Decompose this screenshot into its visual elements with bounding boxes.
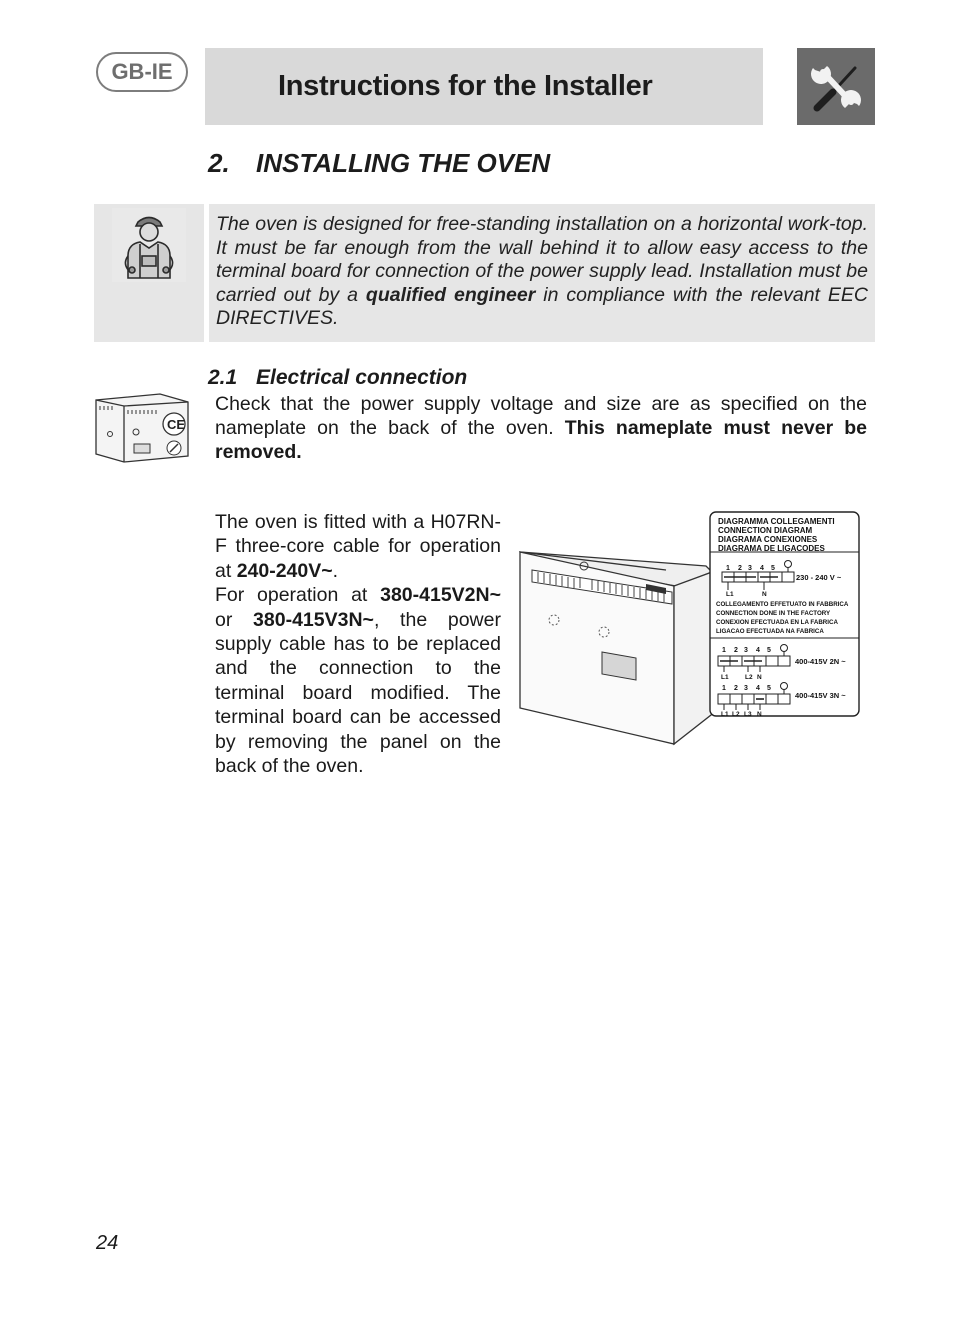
voltage-3n: 400-415V 3N ~ (795, 691, 846, 700)
terminal-number: 2 (734, 685, 738, 692)
page-number: 24 (96, 1232, 119, 1254)
subsection-title: Electrical connection (256, 366, 468, 389)
intro-text-part: The oven is designed for free-standing installation on a horizontal work-top. It must be far enough from the wall behind it to allow easy access to the terminal board for connection of the power supply lead. Installation must be carried out by a (216, 213, 868, 306)
terminal-number: 4 (756, 685, 760, 692)
wrench-screwdriver-icon (797, 48, 875, 125)
line-label: L2 (745, 674, 753, 681)
factory-note: LIGACAO EFECTUADA NA FABRICA (716, 628, 824, 635)
factory-note: CONEXION EFECTUADA EN LA FABRICA (716, 619, 838, 626)
paragraph-text: For operation at (215, 584, 381, 607)
intro-text-part: in compliance with the relevant EEC DIRECTIVES. (216, 283, 868, 330)
diagram-title-line: DIAGRAMA DE LIGACODES (718, 544, 825, 553)
paragraph-text: Check that the power supply voltage and size are as specified on the nameplate on the back of the oven. (215, 393, 867, 439)
diagram-title-line: DIAGRAMMA COLLEGAMENTI (718, 517, 835, 526)
line-label: L1 (726, 591, 734, 598)
line-label: N (757, 711, 762, 718)
paragraph-text: . (332, 559, 339, 582)
terminal-number: 2 (738, 565, 742, 572)
intro-paragraph (216, 213, 868, 331)
line-label: L3 (744, 711, 752, 718)
terminal-number: 5 (771, 565, 775, 572)
diagram-title-line: CONNECTION DIAGRAM (718, 526, 813, 535)
terminal-number: 4 (760, 565, 764, 572)
terminal-number: 4 (756, 647, 760, 654)
voltage-value: 380-415V3N~ (253, 608, 374, 631)
language-badge: GB-IE (96, 52, 188, 92)
voltage-2n: 400-415V 2N ~ (795, 657, 846, 666)
line-label: N (762, 591, 767, 598)
voltage-value: 240-240V~ (236, 559, 333, 582)
section-title: INSTALLING THE OVEN (256, 148, 551, 178)
page-title-bar (205, 48, 763, 125)
line-label: L1 (721, 711, 729, 718)
connection-diagram-figure (516, 508, 862, 753)
voltage-230: 230 - 240 V ~ (796, 573, 842, 582)
factory-note: CONNECTION DONE IN THE FACTORY (716, 610, 831, 617)
diagram-title-line: DIAGRAMA CONEXIONES (718, 535, 818, 544)
svg-text:CE: CE (167, 417, 186, 432)
terminal-number: 3 (748, 565, 752, 572)
terminal-number: 1 (726, 565, 730, 572)
paragraph-text: or (215, 608, 254, 631)
section-heading (208, 148, 550, 179)
terminal-number: 5 (767, 647, 771, 654)
cable-paragraph (215, 510, 501, 778)
terminal-number: 3 (744, 685, 748, 692)
paragraph-warning: This nameplate must never be removed. (215, 417, 867, 463)
intro-emphasis: qualified engineer (365, 283, 536, 306)
intro-icon-panel (94, 204, 204, 342)
line-label: L2 (732, 711, 740, 718)
engineer-icon (94, 204, 204, 342)
terminal-number: 3 (744, 647, 748, 654)
voltage-value: 380-415V2N~ (380, 584, 501, 607)
terminal-number: 1 (722, 647, 726, 654)
line-label: L1 (721, 674, 729, 681)
paragraph-text: , the power supply cable has to be replaced and the connection to the terminal board modified. The terminal board can be accessed by removing the panel on the back of the oven. (215, 608, 501, 778)
line-label: N (757, 674, 762, 681)
terminal-number: 2 (734, 647, 738, 654)
section-number: 2. (208, 148, 230, 178)
nameplate-icon (94, 392, 194, 469)
factory-note: COLLEGAMENTO EFFETUATO IN FABBRICA (716, 601, 849, 608)
terminal-number: 5 (767, 685, 771, 692)
nameplate-paragraph (215, 392, 867, 464)
subsection-heading (208, 366, 467, 390)
page-title: Instructions for the Installer (278, 70, 653, 102)
terminal-number: 1 (722, 685, 726, 692)
paragraph-text: The oven is fitted with a H07RN-F three-core cable for operation at (215, 511, 501, 582)
subsection-number: 2.1 (208, 366, 238, 389)
